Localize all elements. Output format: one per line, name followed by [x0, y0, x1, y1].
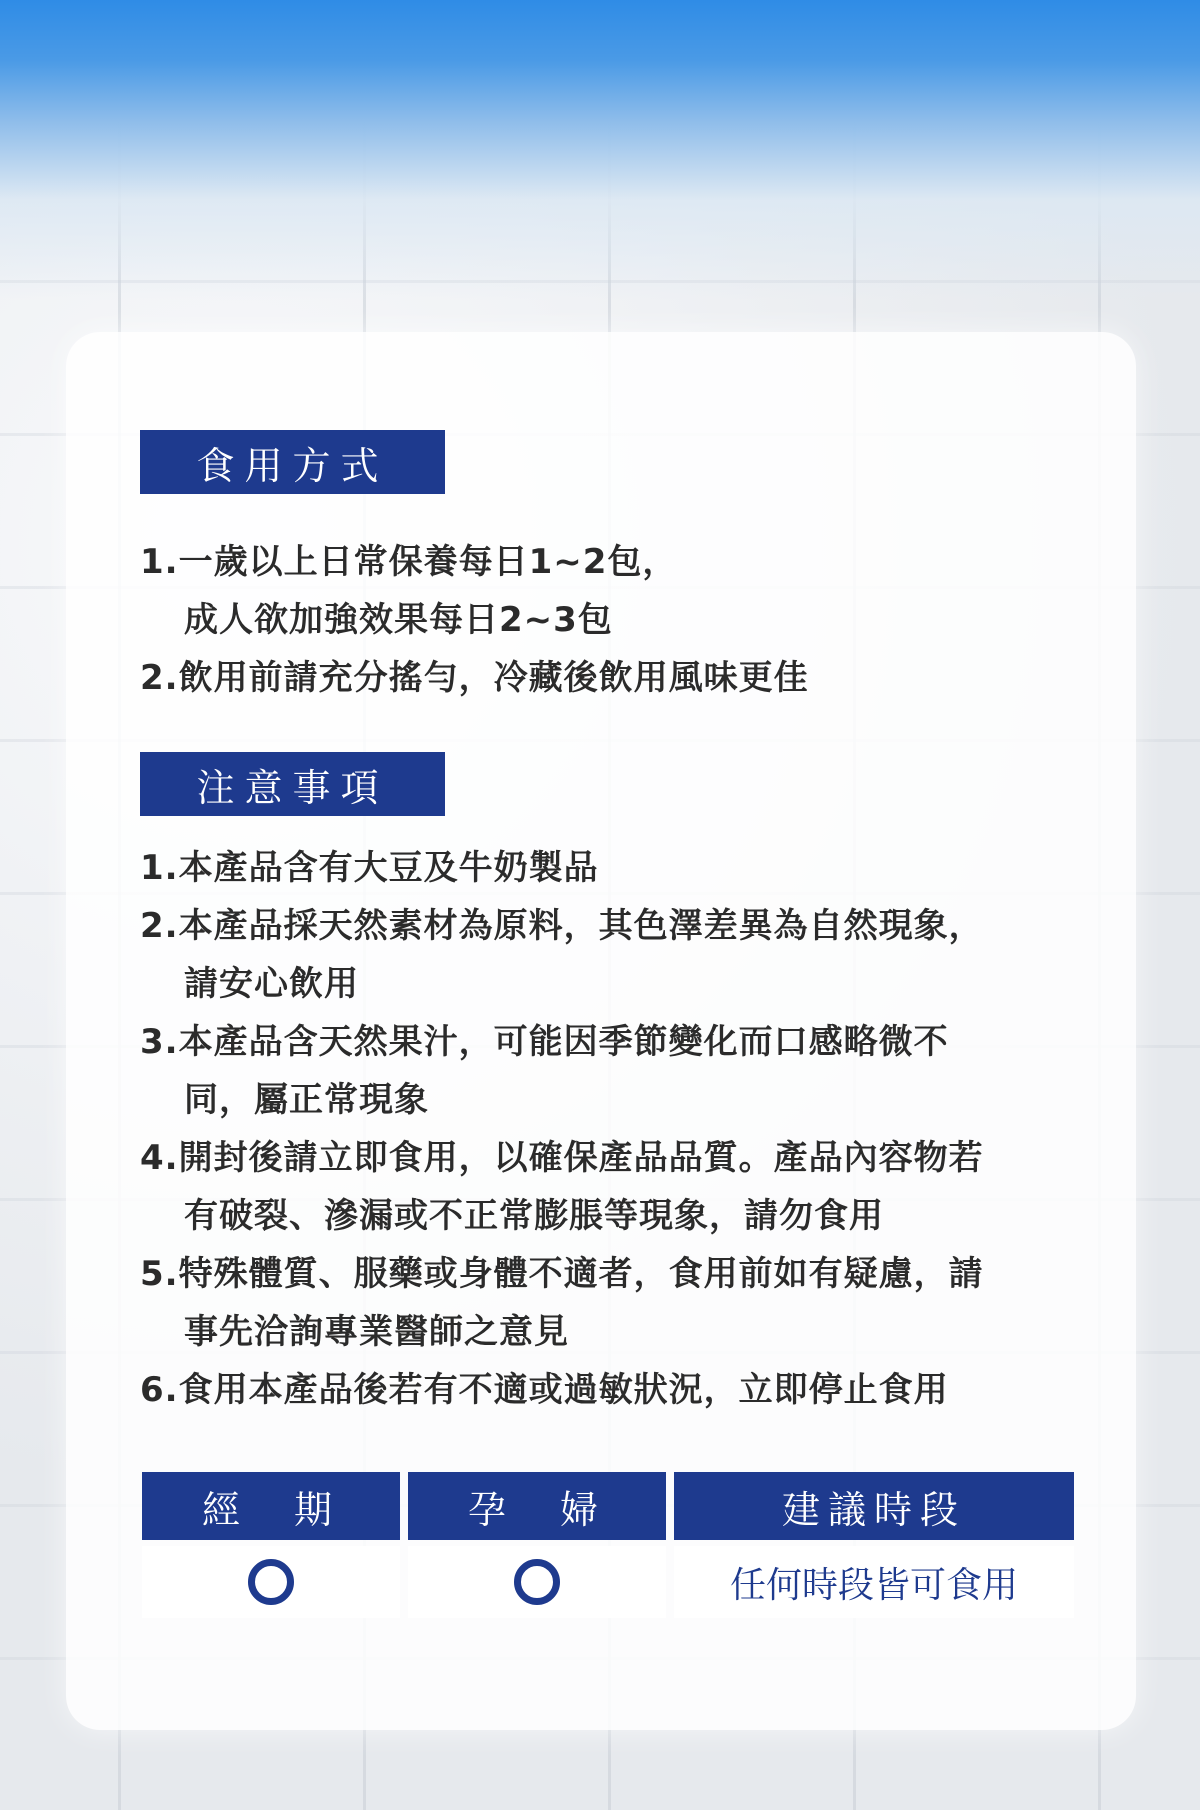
list-item	[140, 649, 809, 707]
usage-item-2-line-1: 2.飲用前請充分搖勻，冷藏後飲用風味更佳	[140, 658, 809, 698]
list-item	[140, 533, 809, 649]
usage-item-1-line-1: 1.一歲以上日常保養每日1~2包，	[140, 542, 678, 582]
usage-list	[140, 533, 809, 707]
note-4-line-2: 有破裂、滲漏或不正常膨脹等現象，請勿食用	[184, 1196, 884, 1236]
note-6-line-1: 6.食用本產品後若有不適或過敏狀況，立即停止食用	[140, 1370, 949, 1410]
cell-period	[142, 1546, 400, 1618]
note-3-line-2: 同，屬正常現象	[184, 1080, 429, 1120]
list-item	[140, 1361, 984, 1419]
note-1-line-1: 1.本產品含有大豆及牛奶製品	[140, 848, 599, 888]
list-item	[140, 1245, 984, 1361]
note-2-line-2: 請安心飲用	[184, 964, 359, 1004]
cell-timing: 任何時段皆可食用	[674, 1546, 1074, 1618]
circle-icon	[248, 1559, 294, 1605]
usage-item-1-line-2: 成人欲加強效果每日2~3包	[184, 600, 613, 640]
usage-section-title: 食用方式	[140, 430, 445, 494]
note-4-line-1: 4.開封後請立即食用，以確保產品品質。產品內容物若	[140, 1138, 984, 1178]
notes-section-title: 注意事項	[140, 752, 445, 816]
list-item	[140, 1129, 984, 1245]
suitability-table	[142, 1472, 1074, 1618]
note-3-line-1: 3.本產品含天然果汁，可能因季節變化而口感略微不	[140, 1022, 949, 1062]
note-5-line-2: 事先洽詢專業醫師之意見	[184, 1312, 569, 1352]
header-pregnant: 孕 婦	[408, 1472, 666, 1540]
list-item	[140, 839, 984, 897]
circle-icon	[514, 1559, 560, 1605]
notes-list	[140, 839, 984, 1419]
note-2-line-1: 2.本產品採天然素材為原料，其色澤差異為自然現象，	[140, 906, 984, 946]
table-header-row	[142, 1472, 1074, 1540]
header-period: 經 期	[142, 1472, 400, 1540]
cell-pregnant	[408, 1546, 666, 1618]
table-row	[142, 1546, 1074, 1618]
list-item	[140, 1013, 984, 1129]
list-item	[140, 897, 984, 1013]
header-timing: 建議時段	[674, 1472, 1074, 1540]
note-5-line-1: 5.特殊體質、服藥或身體不適者，食用前如有疑慮，請	[140, 1254, 984, 1294]
